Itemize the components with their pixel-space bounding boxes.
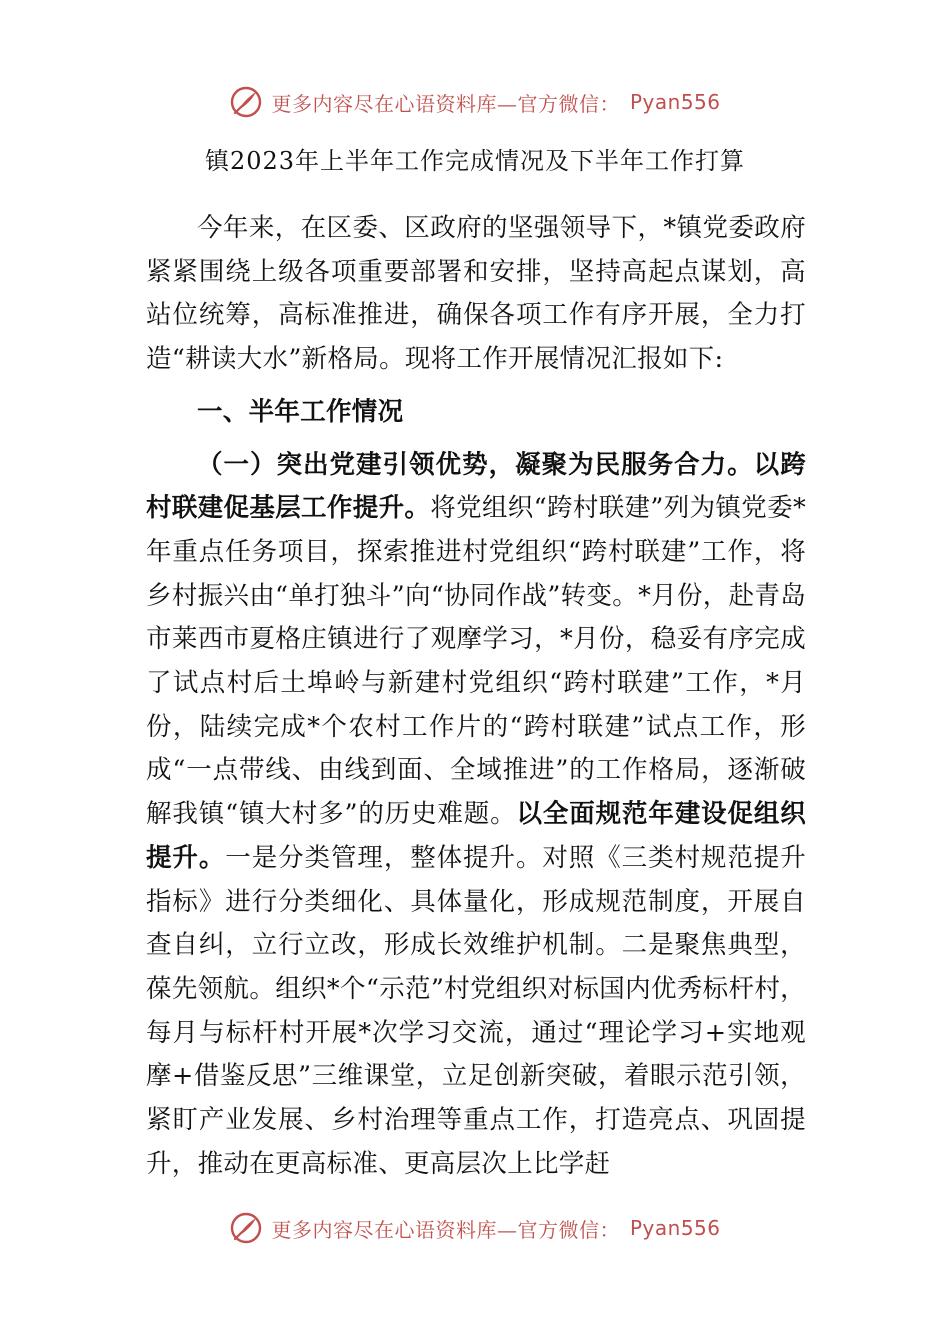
watermark-footer <box>0 1208 950 1248</box>
watermark-text: 更多内容尽在心语资料库—官方微信： <box>271 91 620 116</box>
feather-pen-logo-icon <box>229 1211 263 1245</box>
subsection-heading-bold: （一）突出党建引领优势，凝聚为民服务合力。以跨村联建促基层工作提升。 <box>146 449 806 524</box>
paragraph-text-continued: 一是分类管理，整体提升。对照《三类村规范提升指标》进行分类细化、具体量化，形成规范制度，开展自查自纠，立行立改，形成长效维护机制。二是聚焦典型，葆先领航。组织*个“示范”村党组织对标国内优秀标杆村，每月与标杆村开展*次学习交流，通过“理论学习+实地观摩+借鉴反思”三维课堂，立足创新突破，着眼示范引领，紧盯产业发展、乡村治理等重点工作，打造亮点、巩固提升，推动在更高标准、更高层次上比学赶 <box>146 842 806 1179</box>
watermark-wechat-id: Pyan556 <box>629 90 721 114</box>
watermark-header <box>0 82 950 122</box>
intro-paragraph: 今年来，在区委、区政府的坚强领导下，*镇党委政府紧紧围绕上级各项重要部署和安排，坚持高起点谋划，高站位统筹，高标准推进，确保各项工作有序开展，全力打造“耕读大水”新格局。现将工作开展情况汇报如下: <box>146 213 806 375</box>
document-body <box>146 207 806 1186</box>
document-title: 镇2023年上半年工作完成情况及下半年工作打算 <box>204 147 746 175</box>
section-heading: 一、半年工作情况 <box>197 396 404 427</box>
subsection-lead-bold: 以全面规范年建设促组织提升。 <box>146 799 806 873</box>
watermark-text: 更多内容尽在心语资料库—官方微信： <box>271 1217 620 1242</box>
section-paragraph <box>146 444 806 1187</box>
paragraph-text: 将党组织“跨村联建”列为镇党委*年重点任务项目，探索推进村党组织“跨村联建”工作，将乡村振兴由“单打独斗”向“协同作战”转变。*月份，赴青岛市莱西市夏格庄镇进行了观摩学习，*月份，稳妥有序完成了试点村后土埠岭与新建村党组织“跨村联建”工作，*月份，陆续完成*个农村工作片的“跨村联建”试点工作，形成“一点带线、由线到面、全域推进”的工作格局，逐渐破解我镇“镇大村多”的历史难题。 <box>146 493 807 830</box>
watermark-wechat-id: Pyan556 <box>629 1216 721 1240</box>
feather-pen-logo-icon <box>229 85 263 119</box>
